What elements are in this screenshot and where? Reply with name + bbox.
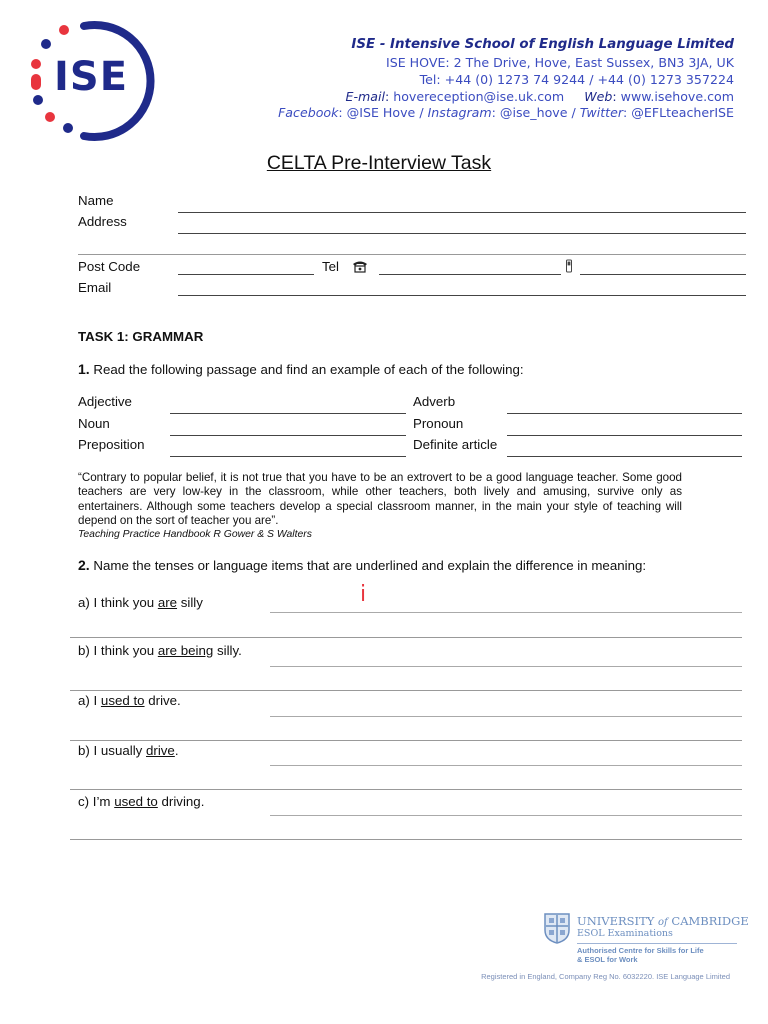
answer-line-b1-2[interactable] [70, 690, 742, 691]
mobile-field[interactable] [580, 274, 746, 275]
of-word: of [658, 917, 668, 928]
task1-heading: TASK 1: GRAMMAR [78, 329, 204, 344]
school-tel: Tel: +44 (0) 1273 74 9244 / +44 (0) 1273 357224 [419, 72, 734, 87]
instagram-handle[interactable]: @ise_hove [499, 105, 568, 120]
passage-citation: Teaching Practice Handbook R Gower & S Walters [78, 529, 312, 540]
name-field[interactable] [178, 212, 746, 213]
authorised-centre-2: & ESOL for Work [577, 955, 638, 964]
facebook-handle[interactable]: @ISE Hove [346, 105, 416, 120]
sentence-a2 [78, 693, 181, 708]
sentence-text: silly. [213, 643, 242, 658]
name-label: Name [78, 193, 114, 208]
answer-line-a1-1[interactable] [270, 612, 742, 613]
answer-line-a2-2[interactable] [70, 740, 742, 741]
question-1 [78, 361, 524, 377]
footer-divider [577, 943, 737, 944]
sentence-text: drive. [144, 693, 181, 708]
sentence-text: I think you [89, 643, 158, 658]
q2-text: Name the tenses or language items that are underlined and explain the difference in meaning: [89, 558, 647, 573]
answer-line-b2-1[interactable] [270, 765, 742, 766]
twitter-handle[interactable]: @EFLteacherISE [631, 105, 734, 120]
adverb-field[interactable] [507, 413, 742, 414]
ise-logo [22, 18, 158, 142]
cambridge-university [577, 914, 749, 928]
cambridge-word: CAMBRIDGE [671, 914, 749, 928]
pronoun-label: Pronoun [413, 416, 464, 431]
sentence-marker: b) [78, 743, 90, 758]
sentence-a1 [78, 595, 203, 610]
school-name: ISE - Intensive School of English Language Limited [351, 37, 734, 52]
email-field-label: Email [78, 280, 112, 295]
facebook-label: Facebook [278, 105, 339, 120]
question-2 [78, 557, 646, 573]
noun-label: Noun [78, 416, 110, 431]
post-code-label: Post Code [78, 259, 141, 274]
social-line: Facebook: @ISE Hove / Instagram: @ise_hove / Twitter: @EFLteacherISE [278, 105, 734, 120]
cambridge-esol: ESOL Examinations [577, 928, 673, 939]
answer-line-c-2[interactable] [70, 839, 742, 840]
sentence-c [78, 794, 204, 809]
mobile-phone-icon [565, 259, 573, 278]
adjective-label: Adjective [78, 394, 132, 409]
answer-line-a1-2[interactable] [70, 637, 742, 638]
logo-text: ISE [54, 54, 129, 100]
email-link[interactable]: hovereception@ise.uk.com [393, 89, 565, 104]
underlined-item: used to [114, 794, 158, 809]
sentence-b1 [78, 643, 242, 658]
sentence-text: I think you [89, 595, 158, 610]
sentence-text: driving. [157, 794, 205, 809]
email-web-line: E-mail: hovereception@ise.uk.com Web: www.isehove.com [345, 89, 734, 104]
post-code-field[interactable] [178, 274, 314, 275]
school-address: ISE HOVE: 2 The Drive, Hove, East Sussex, BN3 3JA, UK [386, 55, 734, 70]
tel-field[interactable] [379, 274, 561, 275]
adjective-field[interactable] [170, 413, 406, 414]
sentence-marker: c) [78, 794, 90, 809]
answer-line-c-1[interactable] [270, 815, 742, 816]
preposition-field[interactable] [170, 456, 406, 457]
passage-text: “Contrary to popular belief, it is not true that you have to be an extrovert to be a good language teacher. Some good teachers are very low-key in the classroom, while other teachers, both lively and amusing, survive only as entertainers. Although some teachers develop a special classroom manner, in the main your style of teaching will depend on the sort of teacher you are”. [78, 471, 682, 528]
q1-number: 1. [78, 361, 90, 377]
email-label: E-mail [345, 89, 385, 104]
q1-text: Read the following passage and find an example of each of the following: [89, 362, 524, 377]
underlined-item: are being [157, 643, 214, 658]
sentence-marker: a) [78, 693, 90, 708]
sentence-marker: a) [78, 595, 90, 610]
preposition-label: Preposition [78, 437, 145, 452]
sentence-b2 [78, 743, 179, 758]
answer-line-b1-1[interactable] [270, 666, 742, 667]
sentence-text: I’m [89, 794, 115, 809]
address-field-2[interactable] [78, 254, 746, 255]
web-link[interactable]: www.isehove.com [620, 89, 734, 104]
noun-field[interactable] [170, 435, 406, 436]
text-cursor-mark: i [360, 582, 367, 607]
sentence-text: I usually [89, 743, 146, 758]
answer-line-a2-1[interactable] [270, 716, 742, 717]
instagram-label: Instagram [427, 105, 492, 120]
sentence-marker: b) [78, 643, 90, 658]
tel-label: Tel [322, 259, 339, 274]
answer-line-b2-2[interactable] [70, 789, 742, 790]
web-label: Web [584, 89, 613, 104]
definite-article-label: Definite article [413, 437, 498, 452]
university-word: UNIVERSITY [577, 914, 655, 928]
authorised-centre-1: Authorised Centre for Skills for Life [577, 946, 704, 955]
pronoun-field[interactable] [507, 435, 742, 436]
sentence-text: . [174, 743, 179, 758]
sentence-text: I [89, 693, 101, 708]
registration-note: Registered in England, Company Reg No. 6032220. ISE Language Limited [481, 972, 730, 981]
adverb-label: Adverb [413, 394, 456, 409]
sentence-text: silly [177, 595, 203, 610]
cambridge-crest-icon [543, 912, 571, 949]
twitter-label: Twitter [579, 105, 624, 120]
address-field-1[interactable] [178, 233, 746, 234]
q2-number: 2. [78, 557, 90, 573]
telephone-icon [352, 259, 368, 278]
underlined-item: are [157, 595, 178, 610]
underlined-item: drive [146, 743, 175, 758]
page-title: CELTA Pre-Interview Task [266, 152, 492, 174]
email-field[interactable] [178, 295, 746, 296]
address-label: Address [78, 214, 127, 229]
definite-article-field[interactable] [507, 456, 742, 457]
underlined-item: used to [100, 693, 145, 708]
